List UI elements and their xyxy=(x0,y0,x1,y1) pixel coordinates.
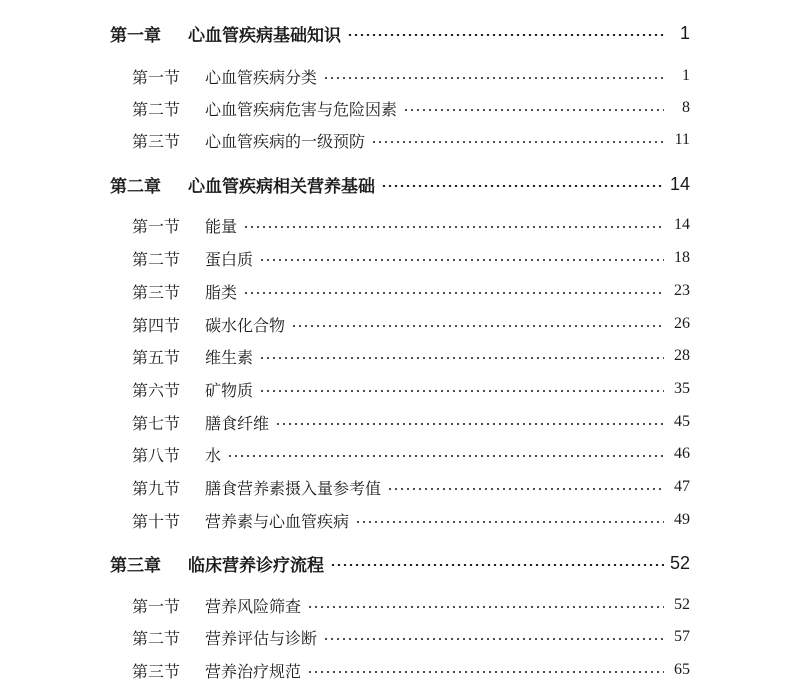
section-title: 维生素 xyxy=(205,347,254,367)
section-number: 第八节 xyxy=(132,445,181,465)
section-page-number: 47 xyxy=(674,478,690,495)
section-title: 膳食纤维 xyxy=(205,413,270,433)
section-number: 第三节 xyxy=(132,661,181,681)
section-page-number: 23 xyxy=(674,282,690,299)
dot-leader xyxy=(387,488,664,490)
section-number: 第五节 xyxy=(132,347,181,367)
section-row[interactable] xyxy=(132,61,690,91)
section-title: 营养素与心血管疾病 xyxy=(205,511,350,531)
chapter-page-number: 52 xyxy=(669,552,690,573)
chapter-number: 第三章 xyxy=(110,555,161,576)
section-title: 脂类 xyxy=(205,282,238,302)
section-title: 心血管疾病危害与危险因素 xyxy=(205,99,398,119)
section-row[interactable] xyxy=(132,309,690,339)
section-number: 第一节 xyxy=(132,596,181,616)
section-number: 第四节 xyxy=(132,315,181,335)
dot-leader xyxy=(330,564,664,566)
section-number: 第二节 xyxy=(132,249,181,269)
section-title: 营养治疗规范 xyxy=(205,661,302,681)
section-title: 水 xyxy=(205,445,222,465)
section-title: 能量 xyxy=(205,216,238,236)
section-row[interactable] xyxy=(132,655,690,685)
section-row[interactable] xyxy=(132,407,690,437)
dot-leader xyxy=(307,671,664,673)
section-page-number: 11 xyxy=(674,131,690,148)
section-row[interactable] xyxy=(132,472,690,502)
chapter-title: 心血管疾病相关营养基础 xyxy=(188,176,375,197)
section-row[interactable] xyxy=(132,341,690,371)
dot-leader xyxy=(259,259,664,261)
section-title: 矿物质 xyxy=(205,380,254,400)
chapter-row[interactable] xyxy=(110,18,690,48)
section-number: 第九节 xyxy=(132,478,181,498)
section-page-number: 26 xyxy=(674,315,690,332)
dot-leader xyxy=(403,109,664,111)
section-number: 第二节 xyxy=(132,628,181,648)
section-row[interactable] xyxy=(132,93,690,123)
section-number: 第六节 xyxy=(132,380,181,400)
section-title: 心血管疾病的一级预防 xyxy=(205,131,366,151)
section-page-number: 52 xyxy=(674,596,690,613)
chapter-page-number: 14 xyxy=(669,173,690,194)
section-row[interactable] xyxy=(132,125,690,155)
section-page-number: 46 xyxy=(674,445,690,462)
section-row[interactable] xyxy=(132,590,690,620)
dot-leader xyxy=(381,185,664,187)
section-page-number: 45 xyxy=(674,413,690,430)
section-number: 第七节 xyxy=(132,413,181,433)
section-number: 第二节 xyxy=(132,99,181,119)
section-row[interactable] xyxy=(132,505,690,535)
dot-leader xyxy=(291,325,664,327)
section-row[interactable] xyxy=(132,210,690,240)
dot-leader xyxy=(227,455,664,457)
section-title: 碳水化合物 xyxy=(205,315,286,335)
section-page-number: 8 xyxy=(682,99,690,116)
section-number: 第一节 xyxy=(132,67,181,87)
chapter-title: 临床营养诊疗流程 xyxy=(188,555,324,576)
dot-leader xyxy=(323,638,664,640)
section-number: 第三节 xyxy=(132,282,181,302)
section-page-number: 18 xyxy=(674,249,690,266)
section-row[interactable] xyxy=(132,243,690,273)
section-title: 膳食营养素摄入量参考值 xyxy=(205,478,382,498)
dot-leader xyxy=(307,606,664,608)
section-row[interactable] xyxy=(132,276,690,306)
dot-leader xyxy=(243,292,664,294)
dot-leader xyxy=(371,141,664,143)
dot-leader xyxy=(243,226,664,228)
dot-leader xyxy=(259,390,664,392)
section-page-number: 1 xyxy=(682,67,690,84)
chapter-row[interactable] xyxy=(110,169,690,199)
chapter-row[interactable] xyxy=(110,548,690,578)
section-row[interactable] xyxy=(132,622,690,652)
section-page-number: 49 xyxy=(674,511,690,528)
section-page-number: 28 xyxy=(674,347,690,364)
section-page-number: 14 xyxy=(674,216,690,233)
chapter-number: 第一章 xyxy=(110,25,161,46)
chapter-title: 心血管疾病基础知识 xyxy=(188,25,341,46)
section-row[interactable] xyxy=(132,374,690,404)
section-number: 第十节 xyxy=(132,511,181,531)
section-title: 营养风险筛查 xyxy=(205,596,302,616)
dot-leader xyxy=(323,77,664,79)
dot-leader xyxy=(347,34,664,36)
section-page-number: 35 xyxy=(674,380,690,397)
section-number: 第三节 xyxy=(132,131,181,151)
section-row[interactable] xyxy=(132,439,690,469)
chapter-page-number: 1 xyxy=(679,22,690,43)
chapter-number: 第二章 xyxy=(110,176,161,197)
dot-leader xyxy=(275,423,664,425)
section-page-number: 65 xyxy=(674,661,690,678)
section-title: 心血管疾病分类 xyxy=(205,67,318,87)
section-title: 营养评估与诊断 xyxy=(205,628,318,648)
dot-leader xyxy=(259,357,664,359)
section-number: 第一节 xyxy=(132,216,181,236)
section-title: 蛋白质 xyxy=(205,249,254,269)
section-page-number: 57 xyxy=(674,628,690,645)
dot-leader xyxy=(355,521,664,523)
